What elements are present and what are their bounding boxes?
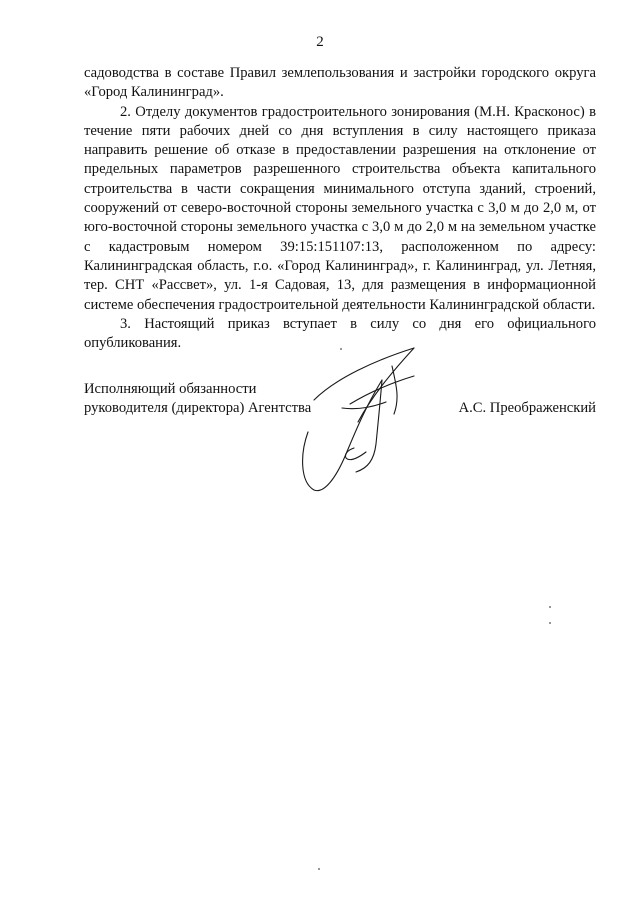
scan-speck <box>549 606 551 608</box>
signatory-name: А.С. Преображенский <box>458 400 596 416</box>
paragraph-continuation: садоводства в составе Правил землепользования и застройки городского округа «Город Калининград». <box>84 65 596 101</box>
paragraph-3: 3. Настоящий приказ вступает в силу со дня его официального опубликования. <box>84 315 596 352</box>
page-number: 2 <box>316 34 324 50</box>
scan-speck <box>549 622 551 624</box>
paragraph-2: 2. Отделу документов градостроительного зонирования (М.Н. Красконос) в течение пяти рабочих дней со дня вступления в силу настоящего приказа направить решение об отказе в предоставлении разрешения на отклонение от предельных параметров разрешенного строительства объекта капитального строительства в части сокращения минимального отступа зданий, строений, сооружений от северо-восточной стороны земельного участка с 3,0 м до 2,0 м, от юго-восточной стороны земельного участка с 3,0 м до 2,0 м на земельном участке с кадастровым номером 39:15:151107:13, расположенном по адресу: Калининградская область, г.о. «Город Калининград», г. Калининград, ул. Летняя, тер. СНТ «Рассвет», ул. 1-я Садовая, 13, для размещения в информационной системе обеспечения градостроительной деятельности Калининградской области. <box>84 103 596 313</box>
handwritten-signature-icon <box>296 344 436 494</box>
scan-speck <box>340 348 342 350</box>
signatory-position-line2: руководителя (директора) Агентства <box>84 400 312 417</box>
signatory-position-line1: Исполняющий обязанности <box>84 381 257 397</box>
document-body <box>84 64 596 353</box>
scan-speck <box>318 868 320 870</box>
